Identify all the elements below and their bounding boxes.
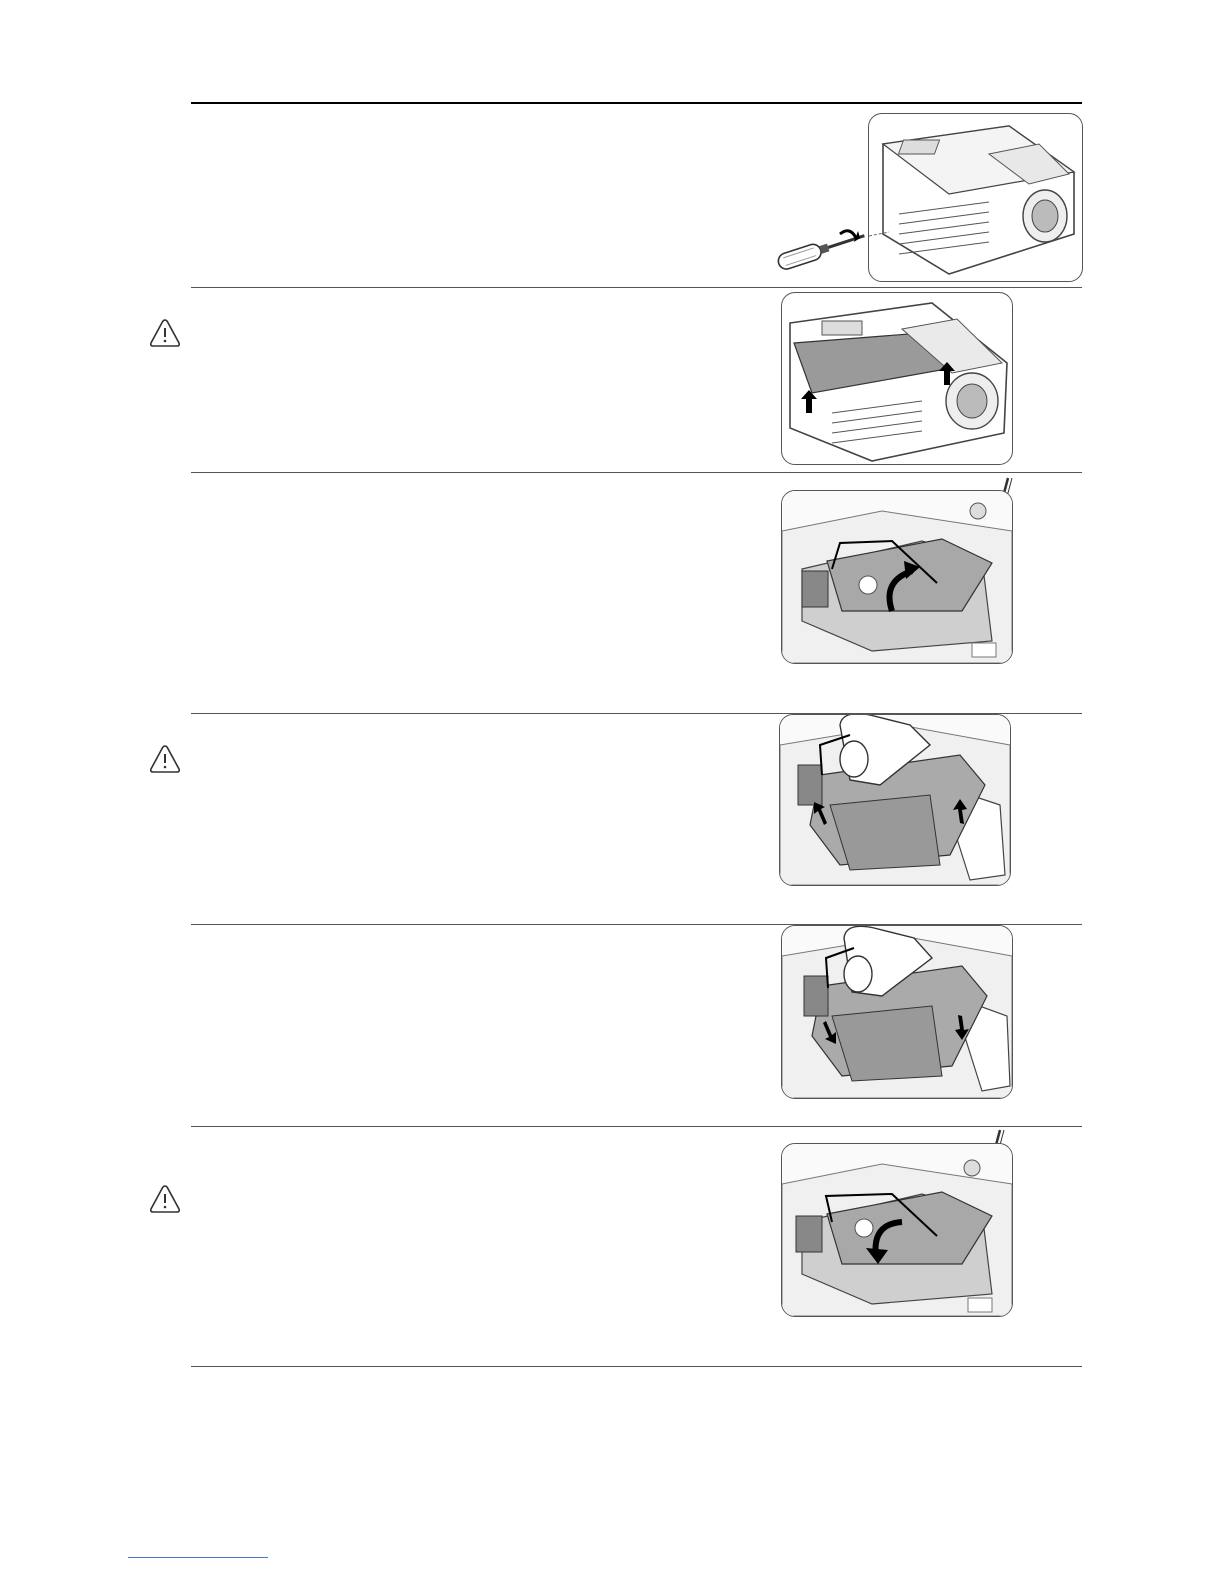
- lamp-cover-screw-figure: [868, 113, 1083, 282]
- lamp-removal-figure: [779, 714, 1011, 886]
- lamp-screw-loosening-figure: [781, 490, 1013, 664]
- bottom-rule: [191, 1366, 1082, 1367]
- warning-triangle-icon: [149, 1184, 181, 1214]
- warning-triangle-icon: [149, 318, 181, 348]
- section-divider: [191, 1126, 1082, 1127]
- footer-link[interactable]: [128, 1557, 268, 1558]
- lamp-insertion-figure: [781, 925, 1013, 1099]
- warning-triangle-icon: [149, 744, 181, 774]
- section-divider: [191, 287, 1082, 288]
- lamp-screw-tightening-figure: [781, 1143, 1013, 1317]
- lamp-cover-removal-figure: [781, 292, 1013, 465]
- section-divider: [191, 472, 1082, 473]
- top-rule: [191, 102, 1082, 104]
- screwdriver-illustration: [770, 222, 870, 274]
